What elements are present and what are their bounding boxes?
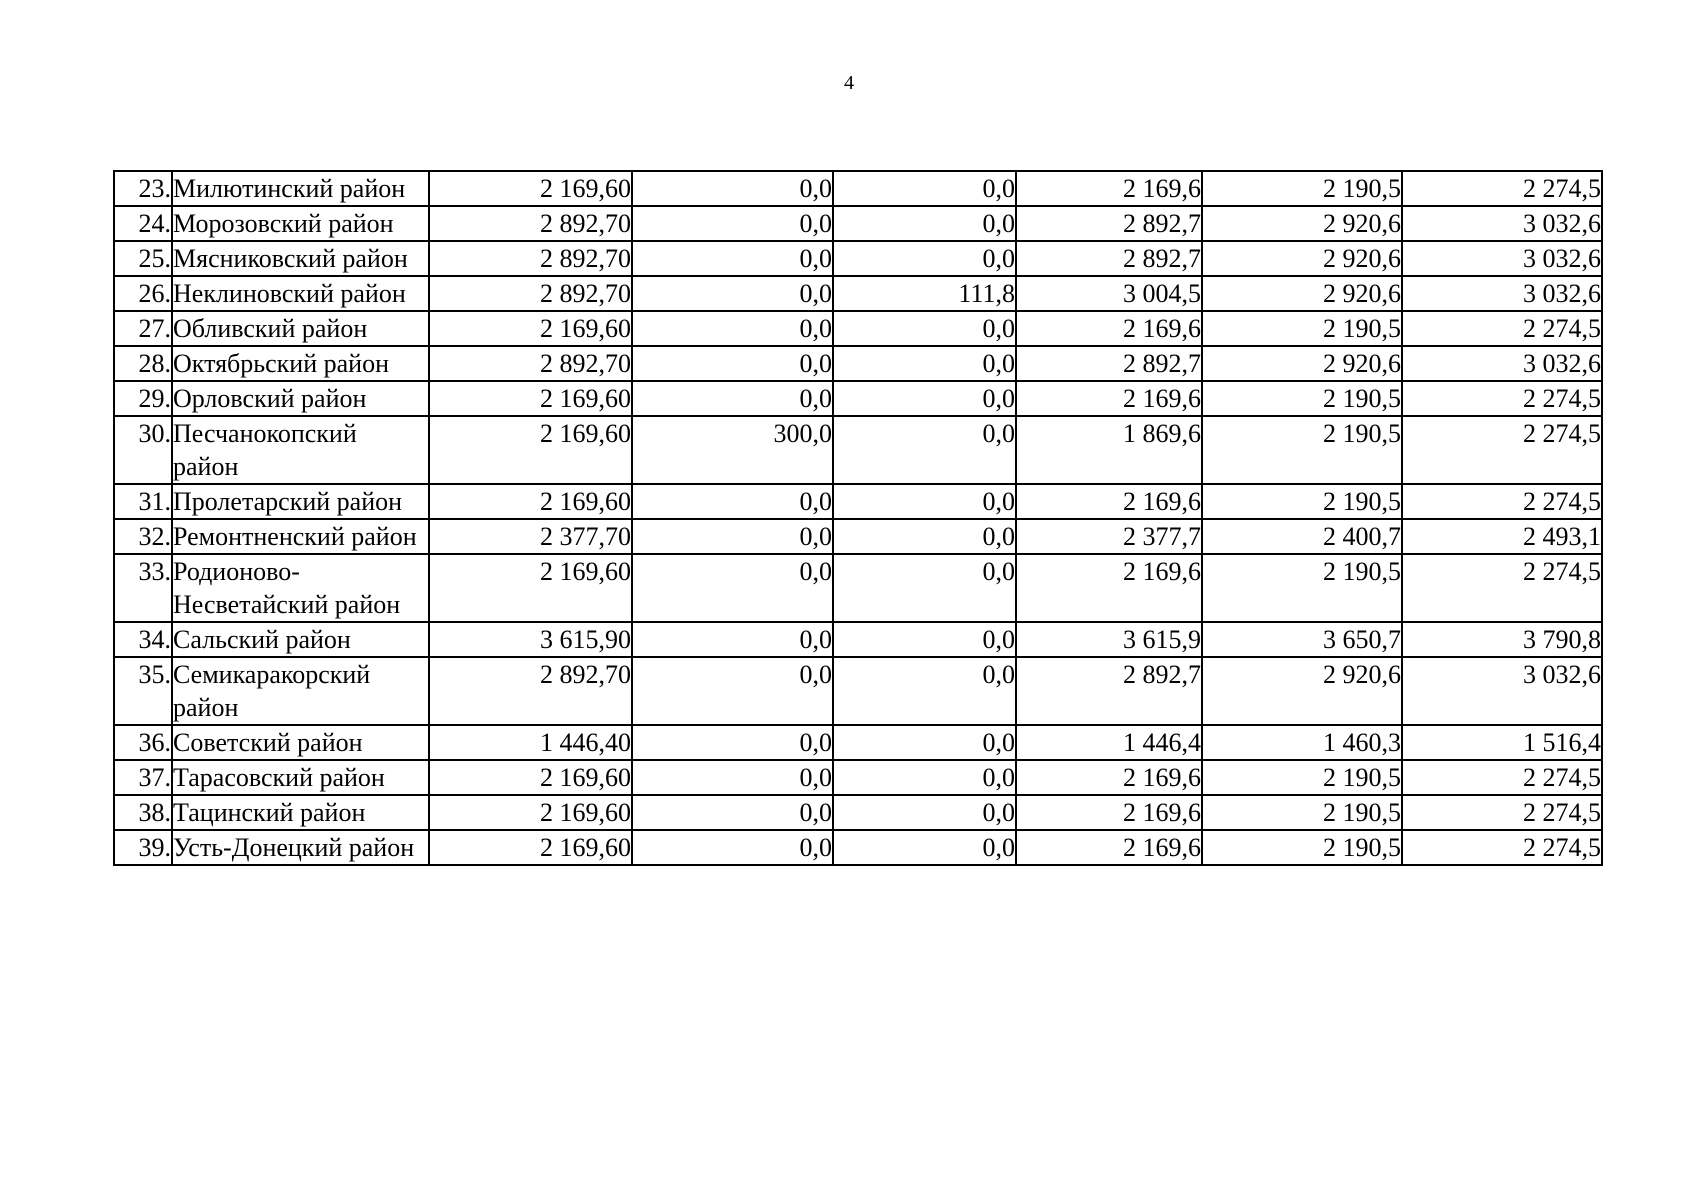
row-number-cell: 34. xyxy=(114,622,172,657)
value-cell-5: 2 190,5 xyxy=(1202,311,1402,346)
value-cell-5: 2 400,7 xyxy=(1202,519,1402,554)
value-cell-1: 2 169,60 xyxy=(429,830,632,865)
value-cell-4: 2 169,6 xyxy=(1016,171,1202,206)
value-cell-3: 111,8 xyxy=(833,276,1016,311)
district-name-cell: Милютинский район xyxy=(172,171,429,206)
value-cell-6: 3 032,6 xyxy=(1402,657,1602,725)
district-name-cell: Тарасовский район xyxy=(172,760,429,795)
district-name-cell: Орловский район xyxy=(172,381,429,416)
value-cell-2: 0,0 xyxy=(632,311,833,346)
value-cell-1: 2 892,70 xyxy=(429,346,632,381)
value-cell-5: 2 920,6 xyxy=(1202,206,1402,241)
value-cell-6: 2 274,5 xyxy=(1402,830,1602,865)
district-name-cell: Пролетарский район xyxy=(172,484,429,519)
value-cell-3: 0,0 xyxy=(833,725,1016,760)
row-number-cell: 28. xyxy=(114,346,172,381)
value-cell-4: 2 892,7 xyxy=(1016,206,1202,241)
value-cell-5: 2 190,5 xyxy=(1202,760,1402,795)
value-cell-4: 1 869,6 xyxy=(1016,416,1202,484)
value-cell-5: 2 190,5 xyxy=(1202,381,1402,416)
row-number-cell: 31. xyxy=(114,484,172,519)
value-cell-5: 2 920,6 xyxy=(1202,276,1402,311)
row-number-cell: 35. xyxy=(114,657,172,725)
value-cell-6: 1 516,4 xyxy=(1402,725,1602,760)
value-cell-1: 3 615,90 xyxy=(429,622,632,657)
value-cell-2: 0,0 xyxy=(632,795,833,830)
table-row xyxy=(114,657,1602,725)
district-name-cell: Родионово-Несветайский район xyxy=(172,554,429,622)
value-cell-3: 0,0 xyxy=(833,206,1016,241)
table-row xyxy=(114,346,1602,381)
value-cell-2: 0,0 xyxy=(632,519,833,554)
value-cell-2: 0,0 xyxy=(632,206,833,241)
value-cell-6: 2 274,5 xyxy=(1402,554,1602,622)
row-number-cell: 26. xyxy=(114,276,172,311)
value-cell-1: 2 169,60 xyxy=(429,795,632,830)
value-cell-4: 2 169,6 xyxy=(1016,830,1202,865)
row-number-cell: 25. xyxy=(114,241,172,276)
value-cell-1: 2 892,70 xyxy=(429,206,632,241)
table-row xyxy=(114,830,1602,865)
value-cell-1: 2 169,60 xyxy=(429,760,632,795)
value-cell-4: 2 169,6 xyxy=(1016,311,1202,346)
value-cell-1: 2 169,60 xyxy=(429,554,632,622)
value-cell-6: 3 032,6 xyxy=(1402,241,1602,276)
value-cell-3: 0,0 xyxy=(833,519,1016,554)
value-cell-2: 300,0 xyxy=(632,416,833,484)
value-cell-4: 2 169,6 xyxy=(1016,484,1202,519)
value-cell-6: 2 274,5 xyxy=(1402,381,1602,416)
value-cell-2: 0,0 xyxy=(632,657,833,725)
row-number-cell: 23. xyxy=(114,171,172,206)
table-row xyxy=(114,381,1602,416)
value-cell-3: 0,0 xyxy=(833,657,1016,725)
table-row xyxy=(114,311,1602,346)
table-row xyxy=(114,725,1602,760)
row-number-cell: 30. xyxy=(114,416,172,484)
row-number-cell: 33. xyxy=(114,554,172,622)
value-cell-4: 2 169,6 xyxy=(1016,760,1202,795)
value-cell-6: 2 493,1 xyxy=(1402,519,1602,554)
value-cell-4: 2 377,7 xyxy=(1016,519,1202,554)
value-cell-2: 0,0 xyxy=(632,276,833,311)
value-cell-4: 1 446,4 xyxy=(1016,725,1202,760)
district-name-cell: Морозовский район xyxy=(172,206,429,241)
value-cell-3: 0,0 xyxy=(833,484,1016,519)
row-number-cell: 24. xyxy=(114,206,172,241)
value-cell-3: 0,0 xyxy=(833,346,1016,381)
value-cell-2: 0,0 xyxy=(632,381,833,416)
value-cell-2: 0,0 xyxy=(632,171,833,206)
district-name-cell: Семикаракорский район xyxy=(172,657,429,725)
value-cell-5: 2 190,5 xyxy=(1202,484,1402,519)
table-row xyxy=(114,760,1602,795)
row-number-cell: 38. xyxy=(114,795,172,830)
value-cell-4: 2 169,6 xyxy=(1016,795,1202,830)
value-cell-5: 2 190,5 xyxy=(1202,554,1402,622)
table-row xyxy=(114,241,1602,276)
value-cell-3: 0,0 xyxy=(833,171,1016,206)
row-number-cell: 36. xyxy=(114,725,172,760)
value-cell-3: 0,0 xyxy=(833,622,1016,657)
row-number-cell: 27. xyxy=(114,311,172,346)
value-cell-1: 1 446,40 xyxy=(429,725,632,760)
value-cell-4: 3 615,9 xyxy=(1016,622,1202,657)
value-cell-2: 0,0 xyxy=(632,830,833,865)
district-name-cell: Песчанокопский район xyxy=(172,416,429,484)
value-cell-1: 2 892,70 xyxy=(429,276,632,311)
value-cell-5: 2 190,5 xyxy=(1202,830,1402,865)
district-name-cell: Мясниковский район xyxy=(172,241,429,276)
value-cell-1: 2 169,60 xyxy=(429,311,632,346)
row-number-cell: 29. xyxy=(114,381,172,416)
district-name-cell: Усть-Донецкий район xyxy=(172,830,429,865)
value-cell-6: 3 790,8 xyxy=(1402,622,1602,657)
table-row xyxy=(114,795,1602,830)
value-cell-4: 2 892,7 xyxy=(1016,241,1202,276)
value-cell-3: 0,0 xyxy=(833,830,1016,865)
table-row xyxy=(114,519,1602,554)
value-cell-1: 2 169,60 xyxy=(429,484,632,519)
value-cell-5: 2 920,6 xyxy=(1202,346,1402,381)
value-cell-6: 2 274,5 xyxy=(1402,484,1602,519)
table-row xyxy=(114,484,1602,519)
value-cell-6: 2 274,5 xyxy=(1402,311,1602,346)
value-cell-1: 2 169,60 xyxy=(429,381,632,416)
value-cell-5: 3 650,7 xyxy=(1202,622,1402,657)
district-name-cell: Обливский район xyxy=(172,311,429,346)
table-body xyxy=(114,171,1602,865)
value-cell-3: 0,0 xyxy=(833,760,1016,795)
value-cell-6: 2 274,5 xyxy=(1402,795,1602,830)
table-row xyxy=(114,554,1602,622)
value-cell-2: 0,0 xyxy=(632,554,833,622)
value-cell-5: 2 920,6 xyxy=(1202,241,1402,276)
district-name-cell: Тацинский район xyxy=(172,795,429,830)
value-cell-4: 2 169,6 xyxy=(1016,554,1202,622)
value-cell-1: 2 892,70 xyxy=(429,657,632,725)
value-cell-5: 2 190,5 xyxy=(1202,171,1402,206)
district-name-cell: Сальский район xyxy=(172,622,429,657)
table-row xyxy=(114,276,1602,311)
row-number-cell: 32. xyxy=(114,519,172,554)
value-cell-2: 0,0 xyxy=(632,622,833,657)
value-cell-2: 0,0 xyxy=(632,760,833,795)
district-name-cell: Неклиновский район xyxy=(172,276,429,311)
row-number-cell: 37. xyxy=(114,760,172,795)
value-cell-3: 0,0 xyxy=(833,241,1016,276)
value-cell-2: 0,0 xyxy=(632,346,833,381)
value-cell-4: 2 892,7 xyxy=(1016,657,1202,725)
value-cell-1: 2 169,60 xyxy=(429,416,632,484)
value-cell-4: 3 004,5 xyxy=(1016,276,1202,311)
value-cell-1: 2 892,70 xyxy=(429,241,632,276)
value-cell-6: 3 032,6 xyxy=(1402,346,1602,381)
district-name-cell: Советский район xyxy=(172,725,429,760)
value-cell-5: 2 190,5 xyxy=(1202,416,1402,484)
value-cell-6: 2 274,5 xyxy=(1402,416,1602,484)
value-cell-1: 2 169,60 xyxy=(429,171,632,206)
value-cell-3: 0,0 xyxy=(833,311,1016,346)
value-cell-5: 1 460,3 xyxy=(1202,725,1402,760)
value-cell-5: 2 190,5 xyxy=(1202,795,1402,830)
value-cell-3: 0,0 xyxy=(833,795,1016,830)
table-row xyxy=(114,206,1602,241)
value-cell-6: 3 032,6 xyxy=(1402,206,1602,241)
table-row xyxy=(114,171,1602,206)
district-name-cell: Октябрьский район xyxy=(172,346,429,381)
value-cell-3: 0,0 xyxy=(833,554,1016,622)
value-cell-1: 2 377,70 xyxy=(429,519,632,554)
value-cell-4: 2 169,6 xyxy=(1016,381,1202,416)
value-cell-4: 2 892,7 xyxy=(1016,346,1202,381)
value-cell-3: 0,0 xyxy=(833,381,1016,416)
value-cell-6: 3 032,6 xyxy=(1402,276,1602,311)
value-cell-6: 2 274,5 xyxy=(1402,760,1602,795)
district-budget-table xyxy=(113,170,1603,866)
value-cell-2: 0,0 xyxy=(632,484,833,519)
page-number: 4 xyxy=(844,72,854,94)
row-number-cell: 39. xyxy=(114,830,172,865)
value-cell-6: 2 274,5 xyxy=(1402,171,1602,206)
value-cell-5: 2 920,6 xyxy=(1202,657,1402,725)
value-cell-2: 0,0 xyxy=(632,241,833,276)
table-row xyxy=(114,622,1602,657)
table-row xyxy=(114,416,1602,484)
value-cell-3: 0,0 xyxy=(833,416,1016,484)
value-cell-2: 0,0 xyxy=(632,725,833,760)
district-name-cell: Ремонтненский район xyxy=(172,519,429,554)
